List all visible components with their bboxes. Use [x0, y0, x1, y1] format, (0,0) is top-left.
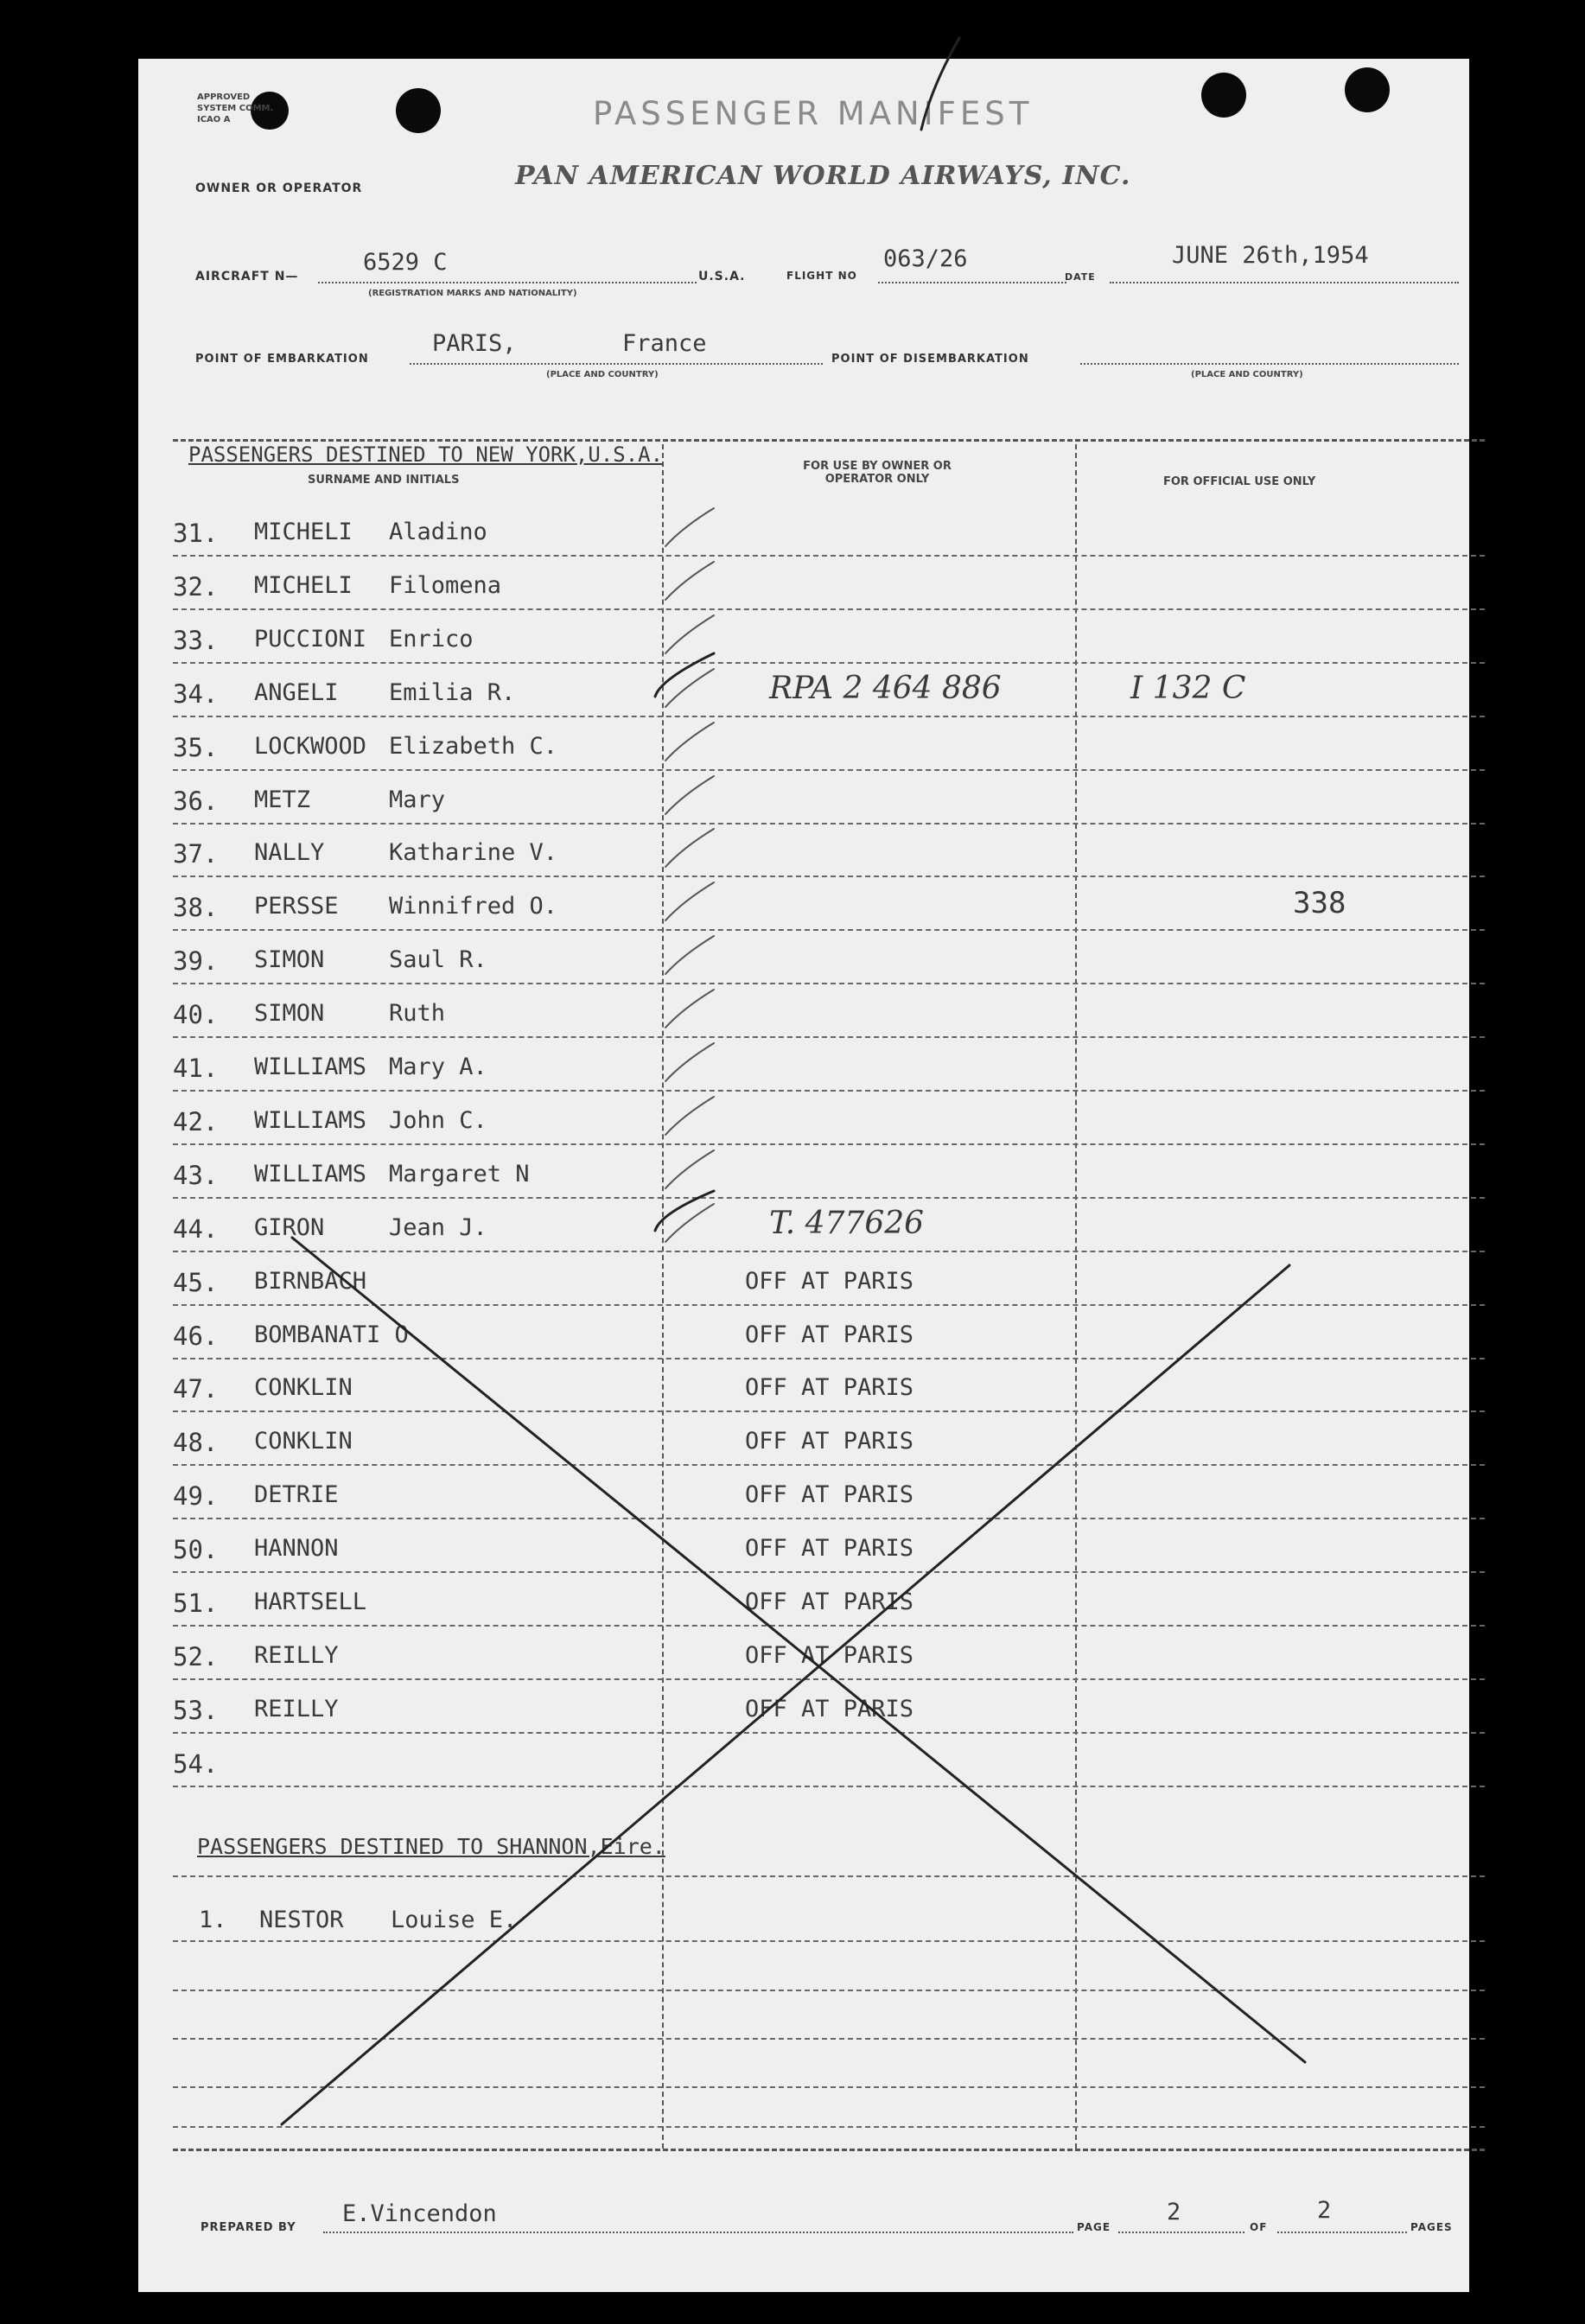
- passenger-surname: PERSSE: [254, 893, 339, 920]
- row-number: 45.: [173, 1268, 219, 1297]
- owner-use-entry: OFF AT PARIS: [745, 1428, 914, 1455]
- page-label: PAGE: [1077, 2221, 1111, 2233]
- row-number: 53.: [173, 1696, 219, 1725]
- owner-use-entry: T. 477626: [769, 1206, 925, 1241]
- check-mark: [665, 1204, 714, 1242]
- row-number: 41.: [173, 1054, 219, 1083]
- section-heading-new-york: PASSENGERS DESTINED TO NEW YORK,U.S.A.: [188, 443, 664, 467]
- passenger-given-names: Emilia R.: [389, 679, 516, 706]
- passenger-given-names: Mary A.: [389, 1054, 487, 1080]
- passenger-given-names: Saul R.: [389, 946, 487, 973]
- check-mark: [665, 723, 714, 761]
- check-mark: [665, 615, 714, 653]
- embarkation-city: PARIS,: [432, 330, 517, 357]
- check-mark: [665, 508, 714, 546]
- aircraft-registration: 6529 C: [363, 249, 448, 276]
- date-label: DATE: [1065, 271, 1096, 283]
- passenger-surname: REILLY: [254, 1642, 339, 1669]
- owner-use-entry: OFF AT PARIS: [745, 1481, 914, 1508]
- passenger-surname: PUCCIONI: [254, 626, 367, 653]
- check-mark: [665, 562, 714, 600]
- passenger-surname: GIRON: [254, 1214, 325, 1241]
- shannon-row-1-number: 1.: [199, 1907, 227, 1933]
- flight-number: 063/26: [883, 245, 968, 272]
- embarkation-label: POINT OF EMBARKATION: [195, 353, 369, 366]
- owner-use-entry: OFF AT PARIS: [745, 1268, 914, 1295]
- row-number: 40.: [173, 1000, 219, 1029]
- passenger-surname: HARTSELL: [254, 1589, 367, 1615]
- owner-label: OWNER OR OPERATOR: [195, 181, 363, 195]
- passenger-given-names: Enrico: [389, 626, 474, 653]
- row-number: 37.: [173, 839, 219, 869]
- passenger-given-names: Katharine V.: [389, 839, 558, 866]
- passenger-given-names: John C.: [389, 1107, 487, 1134]
- row-number: 42.: [173, 1107, 219, 1137]
- check-mark: [665, 1150, 714, 1188]
- owner-use-entry: OFF AT PARIS: [745, 1696, 914, 1722]
- col-head-names: SURNAME AND INITIALS: [308, 474, 460, 487]
- embarkation-country: France: [622, 330, 707, 357]
- row-number: 43.: [173, 1161, 219, 1190]
- row-number: 46.: [173, 1321, 219, 1351]
- row-number: 47.: [173, 1374, 219, 1404]
- check-mark: [665, 669, 714, 707]
- passenger-surname: SIMON: [254, 946, 325, 973]
- passenger-surname: WILLIAMS: [254, 1107, 367, 1134]
- passenger-given-names: Aladino: [389, 519, 487, 545]
- embarkation-sublabel: (PLACE AND COUNTRY): [546, 370, 659, 379]
- row-number: 39.: [173, 946, 219, 976]
- passenger-surname: SIMON: [254, 1000, 325, 1027]
- passenger-surname: LOCKWOOD: [254, 733, 367, 760]
- prepared-by-label: PREPARED BY: [201, 2221, 296, 2234]
- passenger-given-names: Elizabeth C.: [389, 733, 558, 760]
- col-head-official: FOR OFFICIAL USE ONLY: [1163, 475, 1316, 488]
- prepared-by-name: E.Vincendon: [342, 2200, 497, 2227]
- check-mark: [665, 1097, 714, 1135]
- passenger-surname: WILLIAMS: [254, 1161, 367, 1187]
- row-number: 34.: [173, 679, 219, 709]
- row-number: 50.: [173, 1535, 219, 1564]
- check-mark: [665, 776, 714, 814]
- flight-label: FLIGHT NO: [786, 270, 857, 282]
- passenger-given-names: Filomena: [389, 572, 502, 599]
- owner-use-entry: OFF AT PARIS: [745, 1535, 914, 1562]
- row-number: 54.: [173, 1749, 219, 1779]
- passenger-surname: METZ: [254, 786, 311, 813]
- owner-use-entry: OFF AT PARIS: [745, 1589, 914, 1615]
- aircraft-sublabel: (REGISTRATION MARKS AND NATIONALITY): [368, 289, 577, 298]
- approval-line-1: APPROVED: [197, 92, 251, 102]
- row-number: 52.: [173, 1642, 219, 1671]
- official-use-entry: I 132 C: [1130, 671, 1246, 706]
- total-pages: 2: [1317, 2197, 1332, 2224]
- passenger-given-names: Mary: [389, 786, 446, 813]
- check-mark: [665, 936, 714, 974]
- cross-out-stroke-1: [292, 1238, 1305, 2062]
- section-heading-shannon: PASSENGERS DESTINED TO SHANNON,Eire.: [197, 1834, 665, 1859]
- shannon-row-1-surname: NESTOR: [259, 1907, 344, 1933]
- owner-use-entry: OFF AT PARIS: [745, 1642, 914, 1669]
- passenger-surname: HANNON: [254, 1535, 339, 1562]
- passenger-surname: NALLY: [254, 839, 325, 866]
- passenger-given-names: Winnifred O.: [389, 893, 558, 920]
- passenger-surname: WILLIAMS: [254, 1054, 367, 1080]
- passenger-surname: ANGELI: [254, 679, 339, 706]
- flight-date: JUNE 26th,1954: [1172, 242, 1369, 269]
- page-number: 2: [1167, 2199, 1181, 2225]
- disembarkation-sublabel: (PLACE AND COUNTRY): [1191, 370, 1303, 379]
- row-number: 44.: [173, 1214, 219, 1244]
- passenger-surname: CONKLIN: [254, 1428, 353, 1455]
- disembarkation-label: POINT OF DISEMBARKATION: [831, 353, 1029, 366]
- passenger-given-names: Jean J.: [389, 1214, 487, 1241]
- approval-line-3: ICAO A: [197, 115, 231, 124]
- row-number: 36.: [173, 786, 219, 816]
- passenger-surname: REILLY: [254, 1696, 339, 1722]
- row-number: 31.: [173, 519, 219, 548]
- col-head-owner: FOR USE BY OWNER OR OPERATOR ONLY: [803, 460, 952, 486]
- passenger-surname: BOMBANATI O: [254, 1321, 409, 1348]
- check-mark: [665, 829, 714, 867]
- of-label: OF: [1250, 2221, 1268, 2233]
- page-title: PASSENGER MANIFEST: [593, 95, 1034, 132]
- owner-use-entry: OFF AT PARIS: [745, 1321, 914, 1348]
- row-number: 38.: [173, 893, 219, 922]
- check-mark: [665, 990, 714, 1028]
- owner-use-entry: RPA 2 464 886: [769, 671, 1002, 706]
- row-number: 51.: [173, 1589, 219, 1618]
- cross-out-stroke-2: [282, 1265, 1289, 2124]
- owner-operator-name: PAN AMERICAN WORLD AIRWAYS, INC.: [515, 161, 1131, 191]
- shannon-row-1-given: Louise E.: [391, 1907, 518, 1933]
- approval-line-2: SYSTEM COMM.: [197, 104, 274, 113]
- usa-label: U.S.A.: [698, 270, 746, 283]
- passenger-surname: DETRIE: [254, 1481, 339, 1508]
- row-number: 35.: [173, 733, 219, 762]
- row-number: 33.: [173, 626, 219, 655]
- pages-label: PAGES: [1410, 2221, 1453, 2233]
- passenger-surname: MICHELI: [254, 519, 353, 545]
- row-number: 32.: [173, 572, 219, 602]
- passenger-surname: CONKLIN: [254, 1374, 353, 1401]
- row-number: 48.: [173, 1428, 219, 1457]
- official-use-entry: 338: [1293, 886, 1346, 920]
- row-number: 49.: [173, 1481, 219, 1511]
- passenger-surname: BIRNBACH: [254, 1268, 367, 1295]
- aircraft-label: AIRCRAFT N—: [195, 270, 299, 283]
- passenger-surname: MICHELI: [254, 572, 353, 599]
- owner-use-entry: OFF AT PARIS: [745, 1374, 914, 1401]
- check-mark: [665, 1043, 714, 1081]
- passenger-given-names: Ruth: [389, 1000, 446, 1027]
- pen-tick-top: [921, 38, 959, 130]
- check-mark: [665, 882, 714, 920]
- passenger-given-names: Margaret N: [389, 1161, 530, 1187]
